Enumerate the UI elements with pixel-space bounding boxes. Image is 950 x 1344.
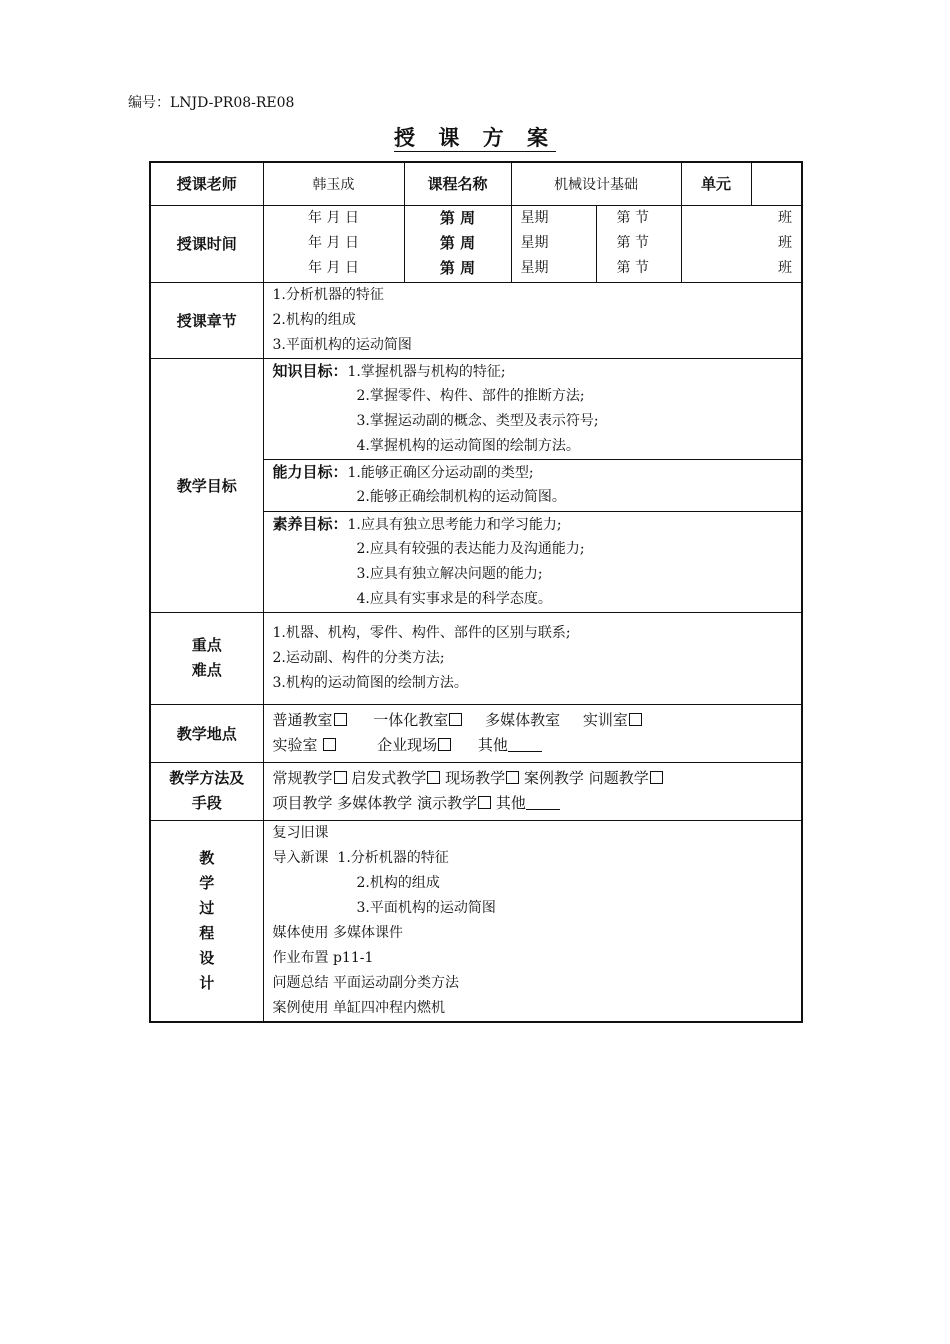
- keypoints-content: [263, 612, 802, 704]
- schedule-period-3: 第 节: [616, 260, 649, 276]
- location-row: [150, 704, 802, 762]
- lesson-plan-table: [149, 161, 803, 1023]
- checkbox[interactable]: [427, 771, 440, 784]
- schedule-class-3: 班: [778, 260, 792, 276]
- method-option-case: 案例教学: [523, 769, 584, 787]
- chapter-item: 3.平面机构的运动简图: [272, 336, 412, 353]
- ability-label: 能力目标：: [272, 463, 348, 481]
- process-homework: 作业布置 p11-1: [272, 949, 374, 966]
- method-option-regular: 常规教学: [272, 769, 333, 787]
- method-option-heuristic: 启发式教学: [351, 769, 427, 787]
- location-option-enterprise: 企业现场: [377, 736, 438, 754]
- process-intro-item: 2.机构的组成: [356, 874, 440, 891]
- process-label: [150, 820, 263, 1022]
- method-option-demo: 演示教学: [417, 794, 478, 812]
- process-label-char: 过: [199, 898, 215, 917]
- knowledge-item: 3.掌握运动副的概念、类型及表示符号;: [356, 412, 599, 429]
- location-option-integrated: 一体化教室: [373, 711, 449, 729]
- checkbox[interactable]: [506, 771, 519, 784]
- knowledge-content: [263, 358, 802, 459]
- schedule-week-3: 第 周: [439, 259, 476, 277]
- keypoint-item: 3.机构的运动简图的绘制方法。: [272, 674, 468, 691]
- method-option-other: 其他: [495, 794, 526, 812]
- process-case: 案例使用 单缸四冲程内燃机: [272, 999, 445, 1016]
- schedule-date-1: 年 月 日: [308, 210, 359, 226]
- checkbox[interactable]: [323, 738, 336, 751]
- schedule-classes: [681, 205, 802, 282]
- schedule-weekday-1: 星期: [520, 210, 549, 226]
- methods-content: [263, 762, 802, 820]
- knowledge-item: 1.掌握机器与机构的特征;: [347, 363, 506, 380]
- process-label-char: 设: [199, 948, 215, 967]
- teacher-value: 韩玉成: [263, 162, 404, 205]
- location-option-training: 实训室: [582, 711, 628, 729]
- methods-label-2: 手段: [191, 794, 222, 812]
- quality-item: 3.应具有独立解决问题的能力;: [356, 565, 543, 582]
- schedule-period-1: 第 节: [616, 210, 649, 226]
- quality-item: 4.应具有实事求是的科学态度。: [356, 590, 552, 607]
- process-label-char: 教: [199, 848, 215, 867]
- keypoint-item: 1.机器、机构，零件、构件、部件的区别与联系;: [272, 624, 571, 641]
- process-content: [263, 820, 802, 1022]
- process-row: [150, 820, 802, 1022]
- course-label: 课程名称: [404, 162, 511, 205]
- process-summary: 问题总结 平面运动副分类方法: [272, 974, 459, 991]
- location-option-lab: 实验室: [272, 736, 318, 754]
- schedule-weekdays: [511, 205, 596, 282]
- schedule-date-2: 年 月 日: [308, 235, 359, 251]
- ability-content: [263, 459, 802, 511]
- method-option-onsite: 现场教学: [445, 769, 506, 787]
- checkbox[interactable]: [334, 713, 347, 726]
- method-option-problem: 问题教学: [588, 769, 649, 787]
- chapters-label: 授课章节: [150, 282, 263, 358]
- schedule-date-3: 年 月 日: [308, 260, 359, 276]
- chapter-item: 2.机构的组成: [272, 311, 356, 328]
- process-intro-label: 导入新课: [272, 849, 329, 866]
- location-label: 教学地点: [150, 704, 263, 762]
- checkbox[interactable]: [650, 771, 663, 784]
- methods-label-1: 教学方法及: [169, 769, 245, 787]
- schedule-row: [150, 205, 802, 282]
- course-value: 机械设计基础: [511, 162, 681, 205]
- ability-item: 1.能够正确区分运动副的类型;: [347, 465, 534, 481]
- header-row: [150, 162, 802, 205]
- process-label-char: 计: [199, 973, 215, 992]
- keypoints-label-1: 重点: [191, 636, 222, 654]
- unit-label: 单元: [681, 162, 751, 205]
- keypoints-row: [150, 612, 802, 704]
- checkbox[interactable]: [449, 713, 462, 726]
- keypoints-label: [150, 612, 263, 704]
- method-option-project: 项目教学: [272, 794, 333, 812]
- methods-row: [150, 762, 802, 820]
- schedule-week-1: 第 周: [439, 209, 476, 227]
- page-title-text: 授 课 方 案: [394, 126, 556, 150]
- page-title: [0, 122, 950, 152]
- quality-label: 素养目标：: [272, 514, 348, 533]
- process-media: 媒体使用 多媒体课件: [272, 924, 403, 941]
- methods-label: [150, 762, 263, 820]
- checkbox[interactable]: [478, 796, 491, 809]
- schedule-class-2: 班: [778, 235, 792, 251]
- objectives-knowledge-row: [150, 358, 802, 459]
- teacher-label: 授课老师: [150, 162, 263, 205]
- checkbox[interactable]: [629, 713, 642, 726]
- schedule-weekday-2: 星期: [520, 235, 549, 251]
- schedule-label: 授课时间: [150, 205, 263, 282]
- quality-item: 1.应具有独立思考能力和学习能力;: [347, 516, 562, 533]
- objectives-label: 教学目标: [150, 358, 263, 612]
- process-intro-item: 1.分析机器的特征: [337, 849, 449, 866]
- other-blank[interactable]: [526, 795, 560, 810]
- knowledge-label: 知识目标：: [272, 361, 348, 380]
- document-code: 编号：LNJD-PR08-RE08: [128, 95, 295, 111]
- location-option-other: 其他: [477, 736, 508, 754]
- schedule-week-2: 第 周: [439, 234, 476, 252]
- schedule-weekday-3: 星期: [520, 260, 549, 276]
- schedule-weeks: [404, 205, 511, 282]
- process-label-char: 学: [199, 873, 215, 892]
- schedule-dates: [263, 205, 404, 282]
- unit-value: [751, 162, 802, 205]
- schedule-periods: [596, 205, 681, 282]
- knowledge-item: 4.掌握机构的运动简图的绘制方法。: [356, 437, 580, 454]
- location-content: [263, 704, 802, 762]
- ability-item: 2.能够正确绘制机构的运动简图。: [356, 489, 566, 505]
- schedule-class-1: 班: [778, 210, 792, 226]
- location-option-regular: 普通教室: [272, 711, 333, 729]
- chapters-content: [263, 282, 802, 358]
- quality-item: 2.应具有较强的表达能力及沟通能力;: [356, 540, 585, 557]
- process-intro-item: 3.平面机构的运动简图: [356, 899, 496, 916]
- knowledge-item: 2.掌握零件、构件、部件的推断方法;: [356, 387, 585, 404]
- chapter-item: 1.分析机器的特征: [272, 286, 384, 303]
- keypoints-label-2: 难点: [191, 661, 222, 679]
- method-option-multimedia: 多媒体教学: [337, 794, 413, 812]
- schedule-period-2: 第 节: [616, 235, 649, 251]
- process-label-char: 程: [199, 923, 215, 942]
- checkbox[interactable]: [438, 738, 451, 751]
- process-review: 复习旧课: [272, 824, 329, 841]
- chapters-row: [150, 282, 802, 358]
- location-option-multimedia: 多媒体教室: [485, 711, 561, 729]
- other-blank[interactable]: [508, 737, 542, 752]
- checkbox[interactable]: [334, 771, 347, 784]
- keypoint-item: 2.运动副、构件的分类方法;: [272, 649, 445, 666]
- quality-content: [263, 511, 802, 612]
